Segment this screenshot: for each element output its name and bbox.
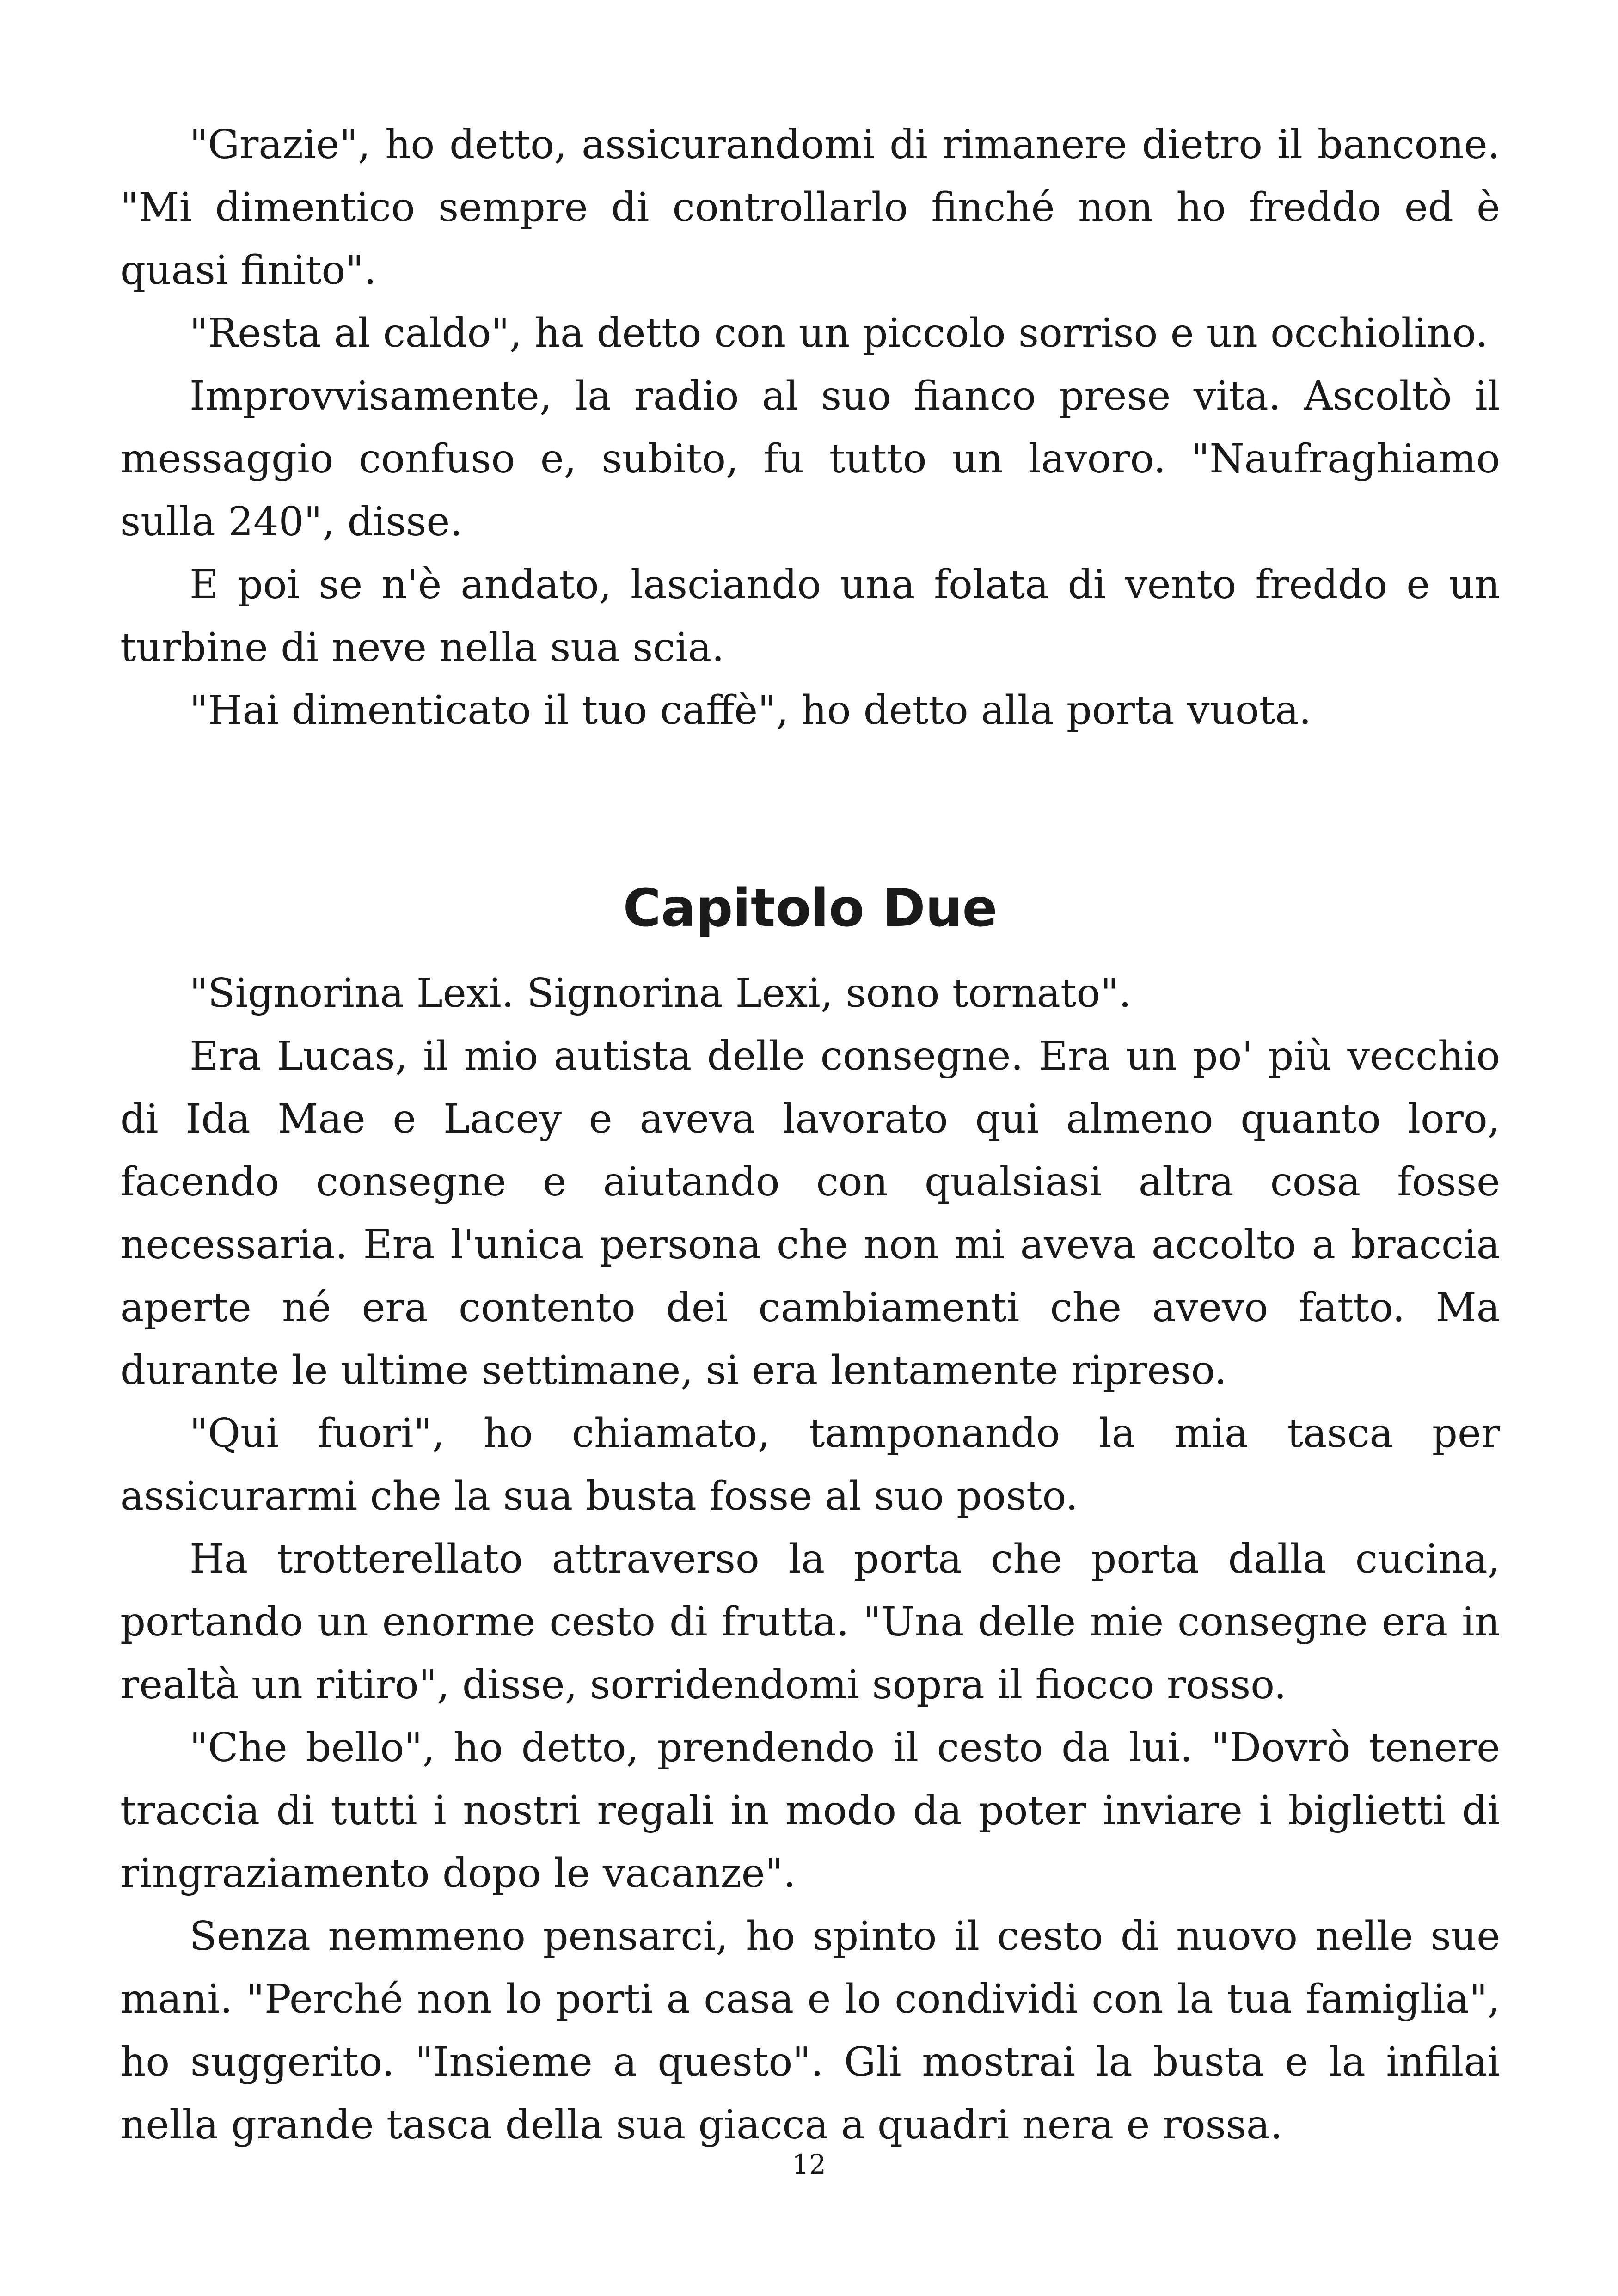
paragraph: Improvvisamente, la radio al suo fianco prese vita. Ascoltò il messaggio confuso e, subito, fu tutto un lavoro. "Naufraghiamo sulla 240", disse. <box>120 373 1500 545</box>
chapter-title: Capitolo Due <box>623 878 998 938</box>
paragraph: Ha trotterellato attraverso la porta che porta dalla cucina, portando un enorme cesto di frutta. "Una delle mie consegne era in realtà un ritiro", disse, sorridendomi sopra il fiocco rosso. <box>120 1536 1500 1708</box>
paragraph: Senza nemmeno pensarci, ho spinto il cesto di nuovo nelle sue mani. "Perché non lo porti a casa e lo condividi con la tua famiglia", ho suggerito. "Insieme a questo". Gli mostrai la busta e la infilai nella grande tasca della sua giacca a quadri nera e rossa. <box>120 1913 1500 2148</box>
paragraph: "Resta al caldo", ha detto con un piccolo sorriso e un occhiolino. <box>190 310 1488 356</box>
section-spacer <box>120 742 1500 876</box>
page-number: 12 <box>792 2149 826 2180</box>
paragraph: "Signorina Lexi. Signorina Lexi, sono tornato". <box>190 970 1132 1016</box>
paragraph: "Che bello", ho detto, prendendo il cesto da lui. "Dovrò tenere traccia di tutti i nostri regali in modo da poter inviare i biglietti di ringraziamento dopo le vacanze". <box>120 1725 1500 1897</box>
paragraph: "Qui fuori", ho chiamato, tamponando la mia tasca per assicurarmi che la sua busta fosse al suo posto. <box>120 1410 1500 1519</box>
paragraph: "Hai dimenticato il tuo caffè", ho detto alla porta vuota. <box>190 687 1312 734</box>
paragraph: E poi se n'è andato, lasciando una folata di vento freddo e un turbine di neve nella sua scia. <box>120 562 1500 671</box>
page-body <box>120 113 1500 2156</box>
paragraph: Era Lucas, il mio autista delle consegne. Era un po' più vecchio di Ida Mae e Lacey e aveva lavorato qui almeno quanto loro, facendo consegne e aiutando con qualsiasi altra cosa fosse necessaria. Era l'unica persona che non mi aveva accolto a braccia aperte né era contento dei cambiamenti che avevo fatto. Ma durante le ultime settimane, si era lentamente ripreso. <box>120 1033 1500 1394</box>
paragraph: "Grazie", ho detto, assicurandomi di rimanere dietro il bancone. "Mi dimentico sempre di controllarlo finché non ho freddo ed è quasi finito". <box>120 122 1500 294</box>
